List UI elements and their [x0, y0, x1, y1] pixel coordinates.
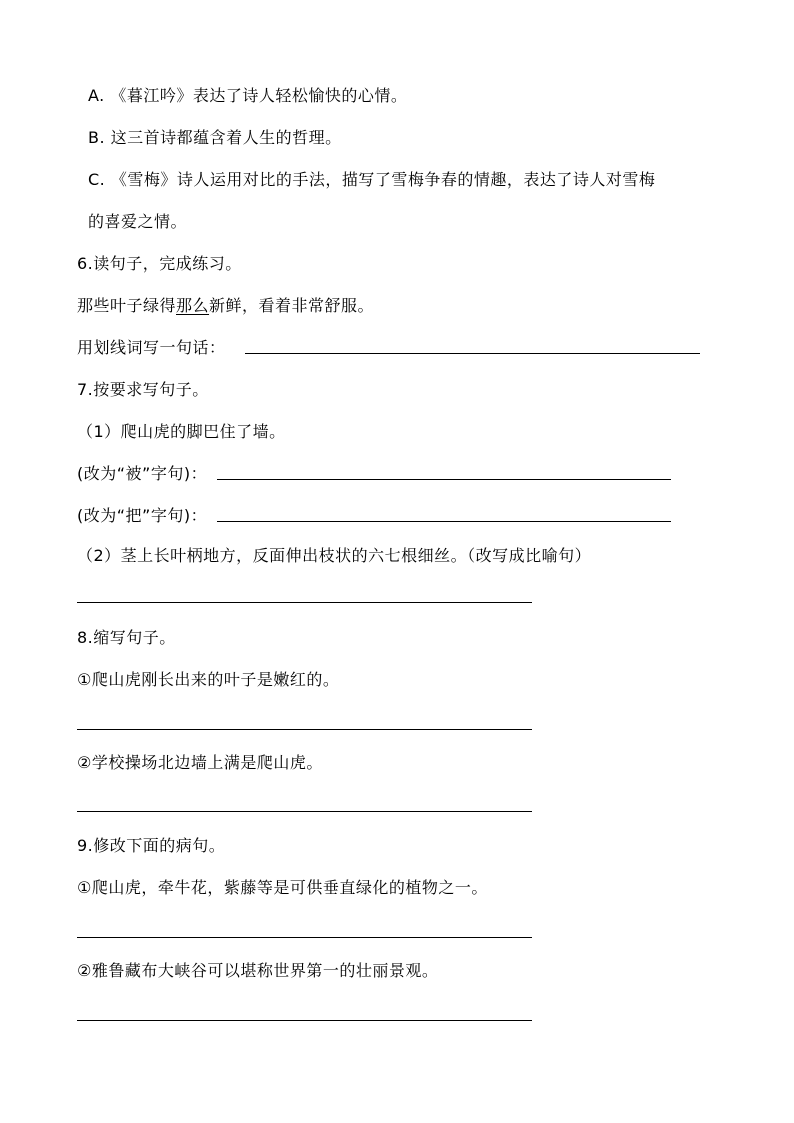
option-a: A. 《暮江吟》表达了诗人轻松愉快的心情。 [88, 86, 408, 105]
q7-ba-prompt: (改为“把”字句)： [77, 506, 208, 525]
q7-title: 7.按要求写句子。 [77, 380, 209, 399]
q6-answer-blank[interactable] [245, 353, 700, 354]
q8-title: 8.缩写句子。 [77, 628, 176, 647]
q9-item2-answer-blank[interactable] [77, 1020, 532, 1021]
q6-prompt-row [77, 338, 226, 358]
q6-sentence [77, 296, 374, 316]
q7-ba-answer-blank[interactable] [217, 521, 671, 522]
q7-item1: （1）爬山虎的脚巴住了墙。 [77, 422, 286, 441]
q7-bei-answer-blank[interactable] [217, 479, 671, 480]
q7-item2: （2）茎上长叶柄地方，反面伸出枝状的六七根细丝。（改写成比喻句） [77, 546, 592, 565]
option-c-line2: 的喜爱之情。 [88, 212, 188, 231]
q9-item1-answer-blank[interactable] [77, 937, 532, 938]
q7-item2-answer-blank[interactable] [77, 602, 532, 603]
q6-sentence-after: 新鲜，看着非常舒服。 [209, 296, 375, 315]
q7-bei-prompt: (改为“被”字句)： [77, 464, 208, 483]
q8-item2-answer-blank[interactable] [77, 811, 532, 812]
q6-underlined-word: 那么 [176, 296, 210, 315]
option-c-line1: C. 《雪梅》诗人运用对比的手法，描写了雪梅争春的情趣，表达了诗人对雪梅 [88, 170, 656, 189]
q6-sentence-before: 那些叶子绿得 [77, 296, 177, 315]
q9-item1: ①爬山虎，牵牛花，紫藤等是可供垂直绿化的植物之一。 [77, 878, 488, 897]
q8-item2: ②学校操场北边墙上满是爬山虎。 [77, 753, 323, 772]
q8-item1: ①爬山虎刚长出来的叶子是嫩红的。 [77, 670, 340, 689]
q9-item2: ②雅鲁藏布大峡谷可以堪称世界第一的壮丽景观。 [77, 961, 439, 980]
q8-item1-answer-blank[interactable] [77, 729, 532, 730]
q6-prompt: 用划线词写一句话： [77, 338, 226, 357]
q9-title: 9.修改下面的病句。 [77, 836, 226, 855]
q6-title: 6.读句子，完成练习。 [77, 254, 242, 273]
option-b: B. 这三首诗都蕴含着人生的哲理。 [88, 128, 342, 147]
